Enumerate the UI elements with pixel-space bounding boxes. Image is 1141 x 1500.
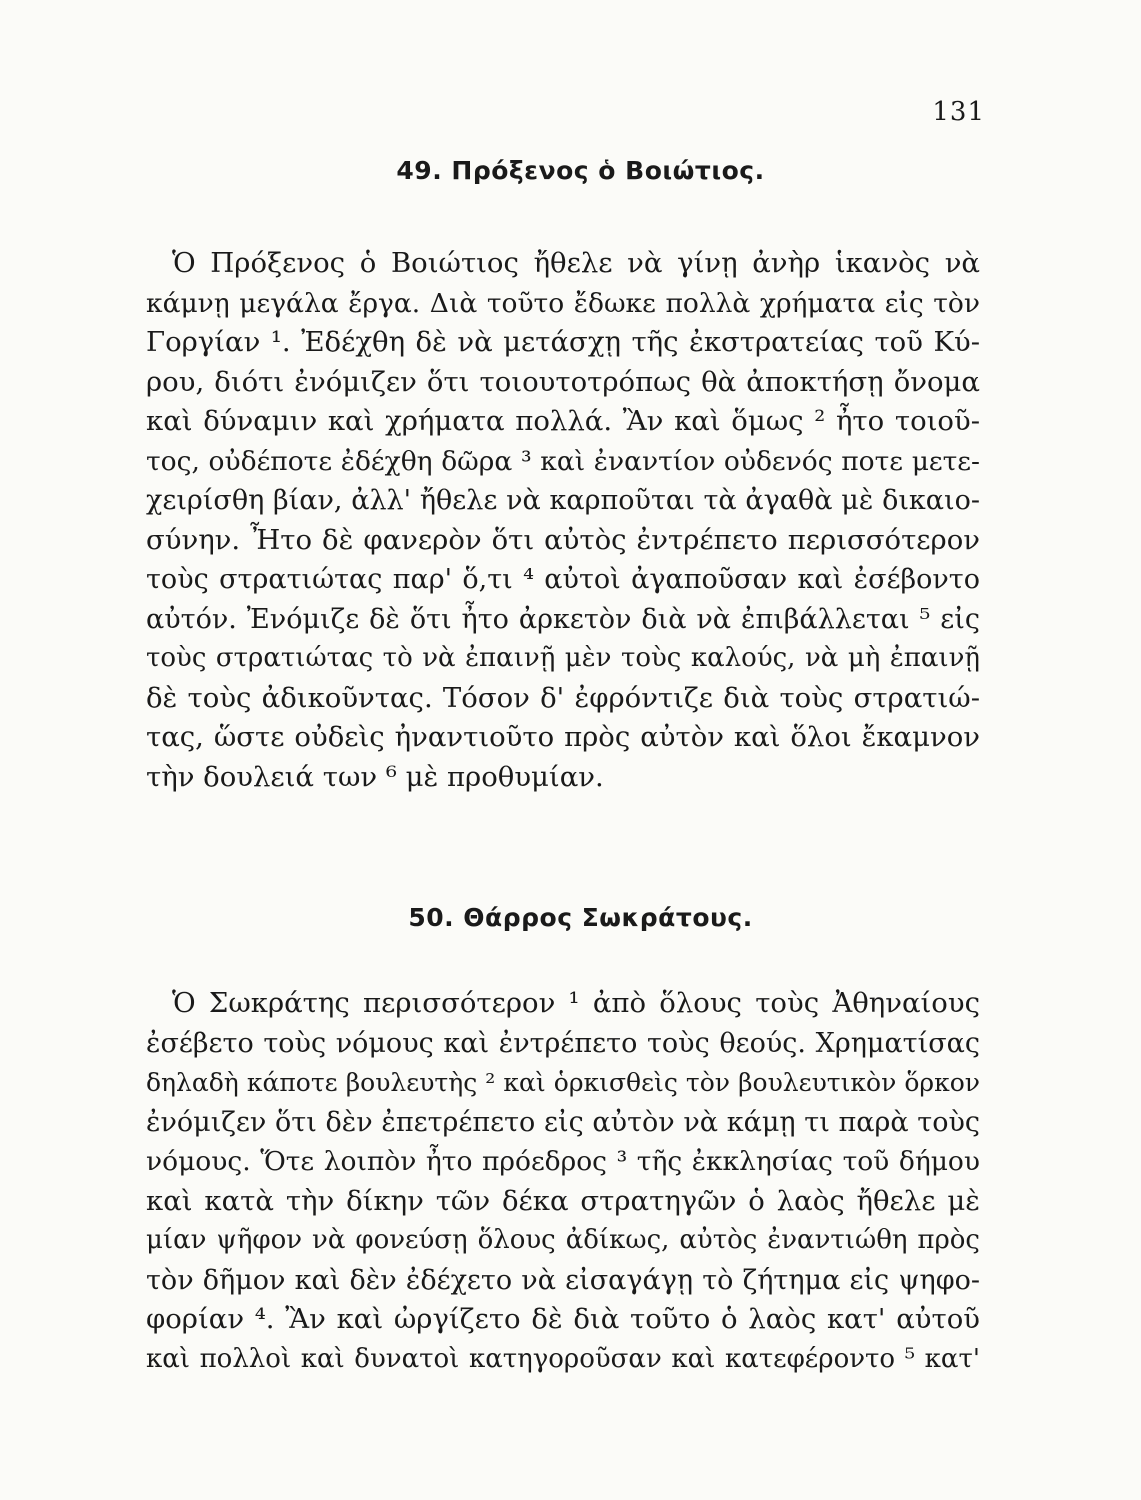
text-line: ρου, διότι ἐνόμιζεν ὅτι τοιουτοτρόπως θὰ ἀποκτήσῃ ὄνομα [146,365,980,398]
text-line: ἐσέβετο τοὺς νόμους καὶ ἐντρέπετο τοὺς θεούς. Χρηματίσας [146,1027,980,1059]
text-line: ἐνόμιζεν ὅτι δὲν ἐπετρέπετο εἰς αὐτὸν νὰ κάμῃ τι παρὰ τοὺς [146,1106,980,1138]
text-line: δηλαδὴ κάποτε βουλευτὴς ² καὶ ὁρκισθεὶς τὸν βουλευτικὸν ὅρκον [146,1068,980,1097]
text-line: μίαν ψῆφον νὰ φονεύσῃ ὅλους ἀδίκως, αὐτὸς ἐναντιώθη πρὸς [146,1225,980,1255]
text-line: τὴν δουλειά των ⁶ μὲ προθυμίαν. [146,760,604,793]
text-line: τὸν δῆμον καὶ δὲν ἐδέχετο νὰ εἰσαγάγῃ τὸ ζήτημα εἰς ψηφο- [146,1264,980,1296]
text-line: σύνην. Ἦτο δὲ φανερὸν ὅτι αὐτὸς ἐντρέπετο περισσότερον [146,523,980,556]
text-line: καὶ δύναμιν καὶ χρήματα πολλά. Ἂν καὶ ὅμως ² ἦτο τοιοῦ- [146,405,980,437]
text-line: καὶ πολλοὶ καὶ δυνατοὶ κατηγοροῦσαν καὶ κατεφέροντο ⁵ κατ' [146,1343,980,1374]
page-number: 131 [932,97,985,127]
text-line: νόμους. Ὅτε λοιπὸν ἦτο πρόεδρος ³ τῆς ἐκκλησίας τοῦ δήμου [146,1146,980,1177]
text-line: Γοργίαν ¹. Ἐδέχθη δὲ νὰ μετάσχῃ τῆς ἐκστρατείας τοῦ Κύ- [146,326,980,358]
text-line: φορίαν ⁴. Ἂν καὶ ὠργίζετο δὲ διὰ τοῦτο ὁ λαὸς κατ' αὐτοῦ [146,1303,980,1335]
section-heading-50: 50. Θάρρος Σωκράτους. [408,903,753,932]
text-line: τοὺς στρατιώτας παρ' ὅ,τι ⁴ αὐτοὶ ἀγαποῦσαν καὶ ἐσέβοντο [146,564,980,595]
section-body-50 [146,984,980,1379]
text-line: τος, οὐδέποτε ἐδέχθη δῶρα ³ καὶ ἐναντίον οὐδενός ποτε μετε- [146,445,980,477]
text-line: αὐτόν. Ἐνόμιζε δὲ ὅτι ἦτο ἀρκετὸν διὰ νὰ ἐπιβάλλεται ⁵ εἰς [146,603,980,635]
text-line: δὲ τοὺς ἀδικοῦντας. Τόσον δ' ἐφρόντιζε διὰ τοὺς στρατιώ- [146,681,980,714]
text-line: κάμνῃ μεγάλα ἔργα. Διὰ τοῦτο ἔδωκε πολλὰ χρήματα εἰς τὸν [146,287,980,319]
text-line: τοὺς στρατιώτας τὸ νὰ ἐπαινῇ μὲν τοὺς καλούς, νὰ μὴ ἐπαινῇ [146,643,980,673]
section-body-49 [146,244,980,797]
text-line: καὶ κατὰ τὴν δίκην τῶν δέκα στρατηγῶν ὁ λαὸς ἤθελε μὲ [146,1184,980,1217]
text-line: Ὁ Πρόξενος ὁ Βοιώτιος ἤθελε νὰ γίνῃ ἀνὴρ ἱκανὸς νὰ [172,247,980,279]
text-line: χειρίσθη βίαν, ἀλλ' ἤθελε νὰ καρποῦται τὰ ἀγαθὰ μὲ δικαιο- [146,485,980,516]
text-line: τας, ὥστε οὐδεὶς ἠναντιοῦτο πρὸς αὐτὸν καὶ ὅλοι ἔκαμνον [146,721,980,753]
section-heading-49: 49. Πρόξενος ὁ Βοιώτιος. [396,156,765,185]
text-line: Ὁ Σωκράτης περισσότερον ¹ ἀπὸ ὅλους τοὺς Ἀθηναίους [172,987,980,1019]
